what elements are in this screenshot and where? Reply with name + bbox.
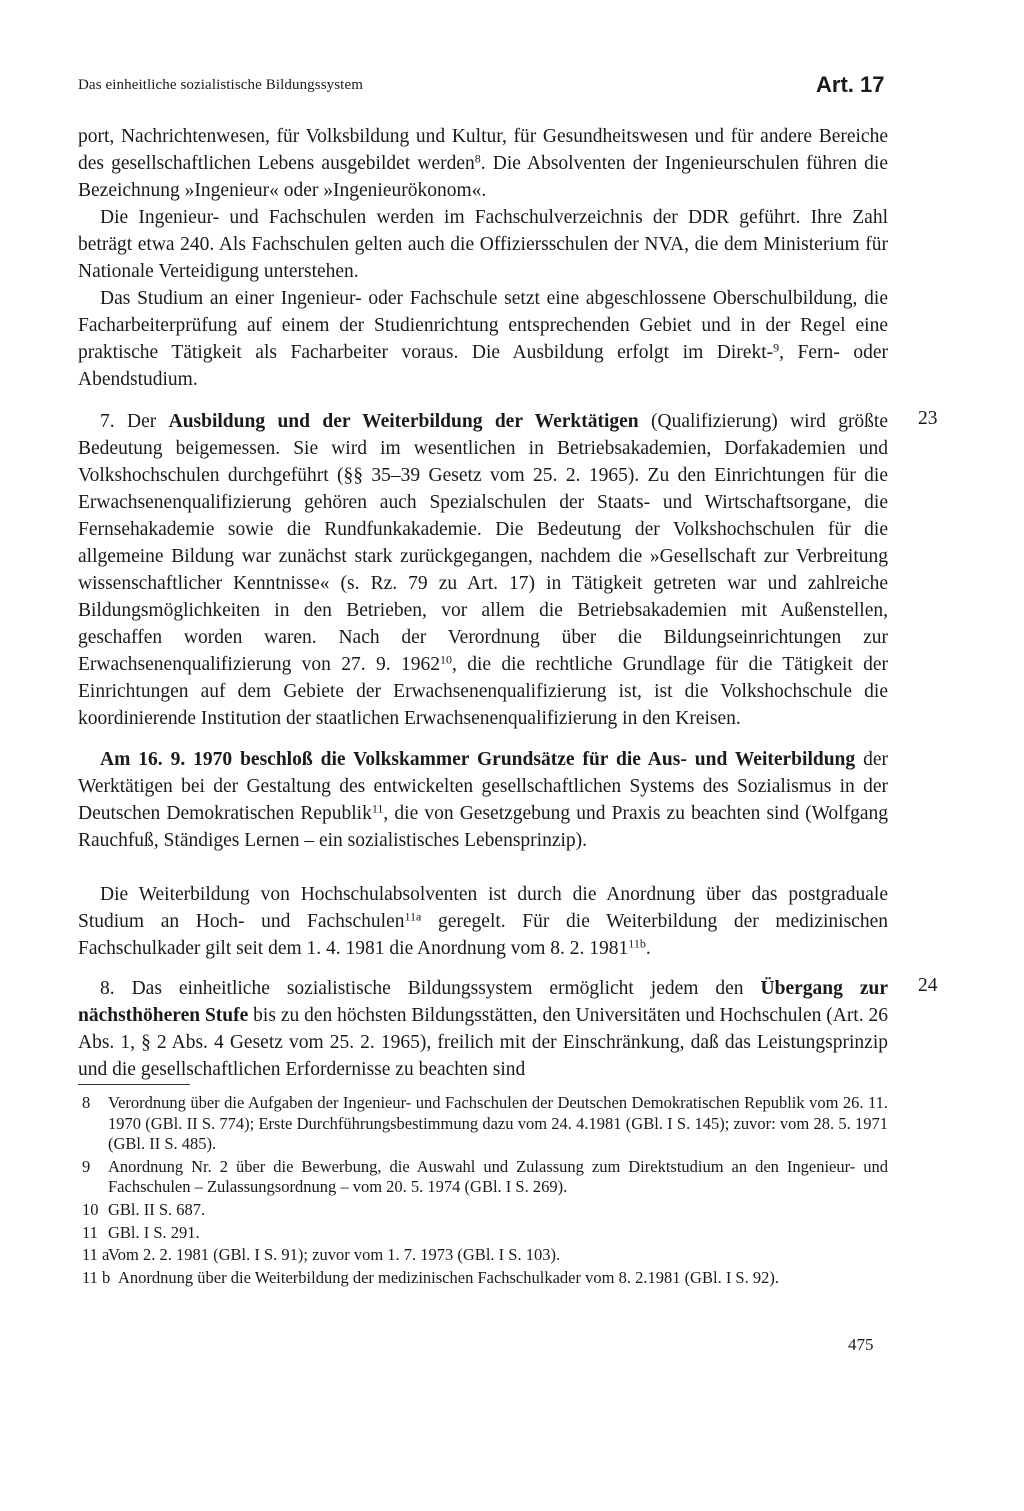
footnote	[78, 1223, 888, 1244]
paragraph-text: geregelt. Für die Weiterbildung der medizinischen Fachschulkader gilt seit dem 1. 4. 1981 die Anordnung vom 8. 2. 1981	[78, 911, 888, 959]
footnote-number: 9	[82, 1156, 91, 1176]
footnote-text: GBl. II S. 687.	[108, 1199, 206, 1219]
margin-number-24: 24	[918, 975, 938, 996]
paragraph-section-7	[78, 408, 888, 732]
footnote-text: GBl. I S. 291.	[108, 1222, 200, 1242]
paragraph-text: Die Weiterbildung von Hochschulabsolventen ist durch die Anordnung über das postgraduale Studium an Hoch- und Fachschulen	[78, 884, 888, 932]
paragraph-text: Das Studium an einer Ingenieur- oder Fachschule setzt eine abgeschlossene Oberschulbildung, die Facharbeiterprüfung auf einem der Studienrichtung entsprechenden Gebiet und in der Regel eine praktische Tätigkeit als Facharbeiter voraus. Die Ausbildung erfolgt im Direkt-	[78, 288, 888, 363]
paragraph-text: port, Nachrichtenwesen, für Volksbildung und Kultur, für Gesundheitswesen und für andere Bereiche des gesellschaftlichen Lebens ausgebildet werden	[78, 126, 888, 174]
footnote-ref: 11	[371, 801, 384, 816]
footnote	[78, 1268, 888, 1289]
paragraph-text: .	[645, 938, 651, 959]
paragraph-studium	[78, 285, 888, 393]
footnote-ref: 11b	[628, 936, 646, 951]
article-label: Art. 17	[816, 72, 885, 97]
footnote-ref: 9	[773, 340, 780, 355]
page-number: 475	[848, 1335, 874, 1354]
footnote-text: Vom 2. 2. 1981 (GBl. I S. 91); zuvor vom 1. 7. 1973 (GBl. I S. 103).	[108, 1245, 561, 1265]
footnote-text: Verordnung über die Aufgaben der Ingenieur- und Fachschulen der Deutschen Demokratischen Republik vom 26. 11. 1970 (GBl. II S. 774); Erste Durchführungsbestimmung dazu vom 24. 4.1981 (GBl. I S. 145); zuvor: vom 28. 5. 1971 (GBl. II S. 485).	[108, 1093, 888, 1154]
footnote-number: 11 b	[82, 1267, 111, 1287]
margin-number-23: 23	[918, 408, 938, 429]
footnote	[78, 1245, 888, 1266]
paragraph-text: 8. Das einheitliche sozialistische Bildungssystem ermöglicht jedem den	[100, 978, 761, 999]
paragraph-text: 7. Der	[100, 411, 169, 432]
footnote-number: 11	[82, 1222, 98, 1242]
footnotes	[78, 1093, 888, 1290]
footnote-number: 8	[82, 1093, 91, 1112]
paragraph-text: , Fern- oder Abendstudium.	[78, 342, 888, 390]
paragraph-text: (Qualifizierung) wird größte Bedeutung beigemessen. Sie wird im wesentlichen in Betriebsakademien, Dorfakademien und Volkshochschulen durchgeführt (§§ 35–39 Gesetz vom 25. 2. 1965). Zu den Einrichtungen für die Erwachsenenqualifizierung gehören auch Spezialschulen der Staats- und Wirtschaftsorgane, die Fernsehakademie sowie die Rundfunkakademie. Die Bedeutung der Volkshochschulen für die allgemeine Bildung war zunächst stark zurückgegangen, nachdem die »Gesellschaft zur Verbreitung wissenschaftlicher Kenntnisse« (s. Rz. 79 zu Art. 17) in Tätigkeit getreten war und zahlreiche Bildungsmöglichkeiten in den Betrieben, vor allem die Betriebsakademien mit Außenstellen, geschaffen worden waren. Nach der Verordnung über die Bildungseinrichtungen zur Erwachsenenqualifizierung von 27. 9. 1962	[78, 411, 889, 675]
paragraph-text: . Die Absolventen der Ingenieurschulen führen die Bezeichnung »Ingenieur« oder »Ingenieurökonom«.	[78, 153, 889, 201]
paragraph-text: , die von Gesetzgebung und Praxis zu beachten sind (Wolfgang Rauchfuß, Ständiges Lernen – ein sozialistisches Lebensprinzip).	[78, 803, 889, 851]
bold-keyword: Am 16. 9. 1970 beschloß die Volkskammer Grundsätze für die Aus- und Weiterbildung	[100, 749, 856, 770]
paragraph-section-8	[78, 975, 888, 1083]
footnote-text: Anordnung über die Weiterbildung der medizinischen Fachschulkader vom 8. 2.1981 (GBl. I S. 92).	[118, 1267, 779, 1287]
footnote-divider	[78, 1084, 190, 1085]
footnote-ref: 11a	[404, 909, 422, 924]
bold-keyword: Übergang zur nächsthöheren Stufe	[78, 978, 888, 1026]
footnote	[78, 1157, 888, 1198]
paragraph-text: , die die rechtliche Grundlage für die Tätigkeit der Einrichtungen auf dem Gebiete der Erwachsenenqualifizierung ist, ist die Volkshochschule die koordinierende Institution der staatlichen Erwachsenenqualifizierung in den Kreisen.	[78, 654, 888, 729]
footnote	[78, 1093, 888, 1155]
footnote-ref: 8	[474, 151, 481, 166]
paragraph-text: der Werktätigen bei der Gestaltung des entwickelten gesellschaftlichen Systems des Sozialismus in der Deutschen Demokratischen Republik	[78, 749, 888, 824]
bold-keyword: Ausbildung und der Weiterbildung der Werktätigen	[168, 411, 639, 432]
paragraph-continuation	[78, 123, 888, 204]
paragraph-fachschulverzeichnis: Die Ingenieur- und Fachschulen werden im Fachschulverzeichnis der DDR geführt. Ihre Zahl beträgt etwa 240. Als Fachschulen gelten auch die Offiziersschulen der NVA, die dem Ministerium für Nationale Verteidigung unterstehen.	[78, 207, 888, 282]
paragraph-volkskammer	[78, 746, 888, 854]
footnote	[78, 1200, 888, 1221]
paragraph-weiterbildung	[78, 881, 888, 962]
footnote-text: Anordnung Nr. 2 über die Bewerbung, die Auswahl und Zulassung zum Direktstudium an den Ingenieur- und Fachschulen – Zulassungsordnung – vom 20. 5. 1974 (GBl. I S. 269).	[108, 1156, 888, 1197]
footnote-ref: 10	[439, 652, 452, 667]
footnote-number: 11 a	[82, 1245, 110, 1265]
running-title: Das einheitliche sozialistische Bildungssystem	[78, 77, 363, 93]
footnote-number: 10	[82, 1199, 99, 1219]
paragraph-text: bis zu den höchsten Bildungsstätten, den Universitäten und Hochschulen (Art. 26 Abs. 1, § 2 Abs. 4 Gesetz vom 25. 2. 1965), freilich mit der Einschränkung, daß das Leistungsprinzip und die gesellschaftlichen Erfordernisse zu beachten sind	[78, 1005, 888, 1080]
